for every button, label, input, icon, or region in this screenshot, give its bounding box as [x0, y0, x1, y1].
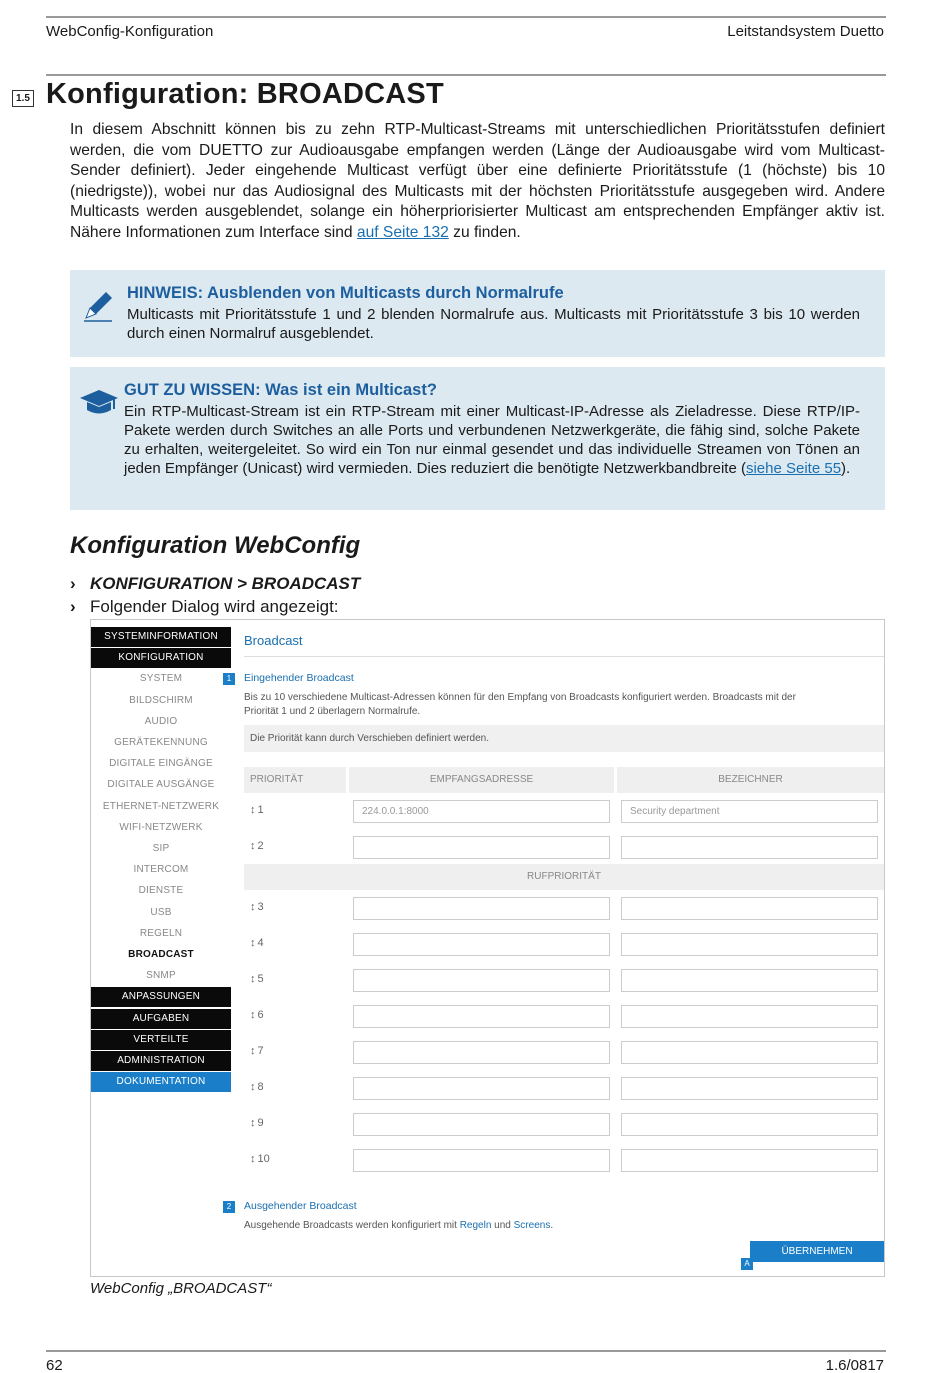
- apply-button[interactable]: ÜBERNEHMEN: [750, 1241, 884, 1262]
- sidebar-item[interactable]: SNMP: [91, 966, 231, 986]
- name-input[interactable]: [621, 1113, 878, 1136]
- sidebar-item[interactable]: WIFI-NETZWERK: [91, 818, 231, 838]
- figure-caption: WebConfig „BROADCAST“: [90, 1280, 272, 1297]
- col-name: BEZEICHNER: [617, 767, 884, 793]
- priority-value: 10: [257, 1153, 270, 1165]
- outgoing-desc-text: Ausgehende Broadcasts werden konfiguriert mit: [244, 1220, 460, 1231]
- priority-value: 9: [257, 1117, 264, 1129]
- sidebar-item[interactable]: INTERCOM: [91, 860, 231, 880]
- sidebar-item[interactable]: REGELN: [91, 924, 231, 944]
- good-to-know-title: GUT ZU WISSEN: Was ist ein Multicast?: [124, 381, 437, 399]
- outgoing-desc-mid: und: [491, 1220, 514, 1231]
- incoming-badge: 1: [223, 673, 235, 685]
- section-number: 1.5: [12, 90, 34, 107]
- name-input[interactable]: Security department: [621, 800, 878, 823]
- row-priority[interactable]: [250, 1045, 264, 1057]
- priority-note: Die Priorität kann durch Verschieben definiert werden.: [244, 725, 884, 752]
- address-input[interactable]: [353, 1113, 610, 1136]
- good-to-know-tail: ).: [841, 460, 851, 477]
- sidebar-item[interactable]: DIENSTE: [91, 881, 231, 901]
- incoming-title: Eingehender Broadcast: [244, 672, 354, 684]
- sidebar-item[interactable]: AUDIO: [91, 712, 231, 732]
- doc-version: 1.6/0817: [825, 1357, 884, 1373]
- subsection-title: Konfiguration WebConfig: [70, 532, 361, 559]
- drag-handle-icon[interactable]: ↕: [250, 1117, 256, 1129]
- webconfig-screenshot: [90, 619, 885, 1277]
- apply-badge: A: [741, 1258, 753, 1270]
- page-number: 62: [46, 1357, 63, 1373]
- priority-value: 6: [257, 1009, 264, 1021]
- address-input[interactable]: [353, 1077, 610, 1100]
- name-input[interactable]: [621, 969, 878, 992]
- footer-rule: [46, 1350, 886, 1352]
- drag-handle-icon[interactable]: ↕: [250, 973, 256, 985]
- drag-handle-icon[interactable]: ↕: [250, 1153, 256, 1165]
- intro-text: In diesem Abschnitt können bis zu zehn RTP-Multicast-Streams mit unterschiedlichen Prioritätsstufen definiert werden, die vom DUETTO zur Audioausgabe empfangen werden (Länge der Audioausgabe wird vom Multicast-Sender definiert). Jeder eingehende Multicast verfügt über eine definierte Prioritätsstufe (1 (höchste) bis 10 (niedrigste)), wobei nur das Audiosignal des Multicasts mit der höchsten Prioritätsstufe ausgegeben wird. Andere Multicasts werden ausgeblendet, solange ein höherpriorisierter Multicast am entsprechenden Empfänger aktiv ist. Nähere Informationen zum Interface sind: [70, 121, 885, 241]
- good-to-know-text: Ein RTP-Multicast-Stream ist ein RTP-Stream mit einer Multicast-IP-Adresse als Zieladresse. Diese RTP/IP-Pakete werden durch Switches an alle Ports und verbundenen Netzwerkgeräte, die fähig sind, solche Pakete zu erhalten, weitergeleitet. So wird ein Ton nur einmal gesendet und das individuelle Streamen von Tönen an jeden Empfänger (Unicast) wird vermieden. Dies reduziert die benötigte Netzwerkbandbreite (: [124, 403, 860, 477]
- incoming-desc-2: Priorität 1 und 2 überlagern Normalrufe.: [244, 706, 421, 717]
- sidebar-item[interactable]: KONFIGURATION: [91, 648, 231, 668]
- sidebar-item[interactable]: DIGITALE AUSGÄNGE: [91, 775, 231, 795]
- address-input[interactable]: 224.0.0.1:8000: [353, 800, 610, 823]
- name-input[interactable]: [621, 1149, 878, 1172]
- good-to-know-paragraph: [124, 402, 860, 478]
- sidebar-item[interactable]: ADMINISTRATION: [91, 1051, 231, 1071]
- drag-handle-icon[interactable]: ↕: [250, 901, 256, 913]
- row-priority[interactable]: [250, 804, 264, 816]
- hint-box: [70, 270, 885, 357]
- header-rule: [46, 74, 886, 76]
- drag-handle-icon[interactable]: ↕: [250, 937, 256, 949]
- sidebar-item[interactable]: VERTEILTE: [91, 1030, 231, 1050]
- step-menu-path: [70, 574, 360, 594]
- name-input[interactable]: [621, 836, 878, 859]
- sidebar-item[interactable]: BILDSCHIRM: [91, 691, 231, 711]
- sidebar-item[interactable]: SYSTEM: [91, 669, 231, 689]
- step-dialog-text: Folgender Dialog wird angezeigt:: [90, 597, 339, 616]
- intro-tail: zu finden.: [448, 223, 521, 241]
- screens-link[interactable]: Screens: [513, 1220, 551, 1231]
- address-input[interactable]: [353, 1041, 610, 1064]
- row-priority[interactable]: [250, 840, 264, 852]
- sidebar-item[interactable]: SYSTEMINFORMATION: [91, 627, 231, 647]
- outgoing-title: Ausgehender Broadcast: [244, 1200, 357, 1212]
- sidebar-item[interactable]: GERÄTEKENNUNG: [91, 733, 231, 753]
- outgoing-badge: 2: [223, 1201, 235, 1213]
- page-title: Konfiguration: BROADCAST: [46, 78, 444, 110]
- sidebar-item[interactable]: DIGITALE EINGÄNGE: [91, 754, 231, 774]
- name-input[interactable]: [621, 1041, 878, 1064]
- top-rule: [46, 16, 886, 18]
- priority-value: 8: [257, 1081, 264, 1093]
- address-input[interactable]: [353, 1005, 610, 1028]
- priority-value: 5: [257, 973, 264, 985]
- outgoing-desc-end: .: [550, 1220, 554, 1231]
- row-priority[interactable]: [250, 901, 264, 913]
- sidebar-item[interactable]: DOKUMENTATION: [91, 1072, 231, 1092]
- sidebar-item[interactable]: SIP: [91, 839, 231, 859]
- row-priority[interactable]: [250, 1009, 264, 1021]
- chevron-right-icon: ›: [70, 574, 76, 593]
- sidebar-item[interactable]: USB: [91, 903, 231, 923]
- sidebar-item[interactable]: AUFGABEN: [91, 1009, 231, 1029]
- pane-divider: [244, 656, 884, 657]
- address-input[interactable]: [353, 836, 610, 859]
- drag-handle-icon[interactable]: ↕: [250, 804, 256, 816]
- row-priority[interactable]: [250, 937, 264, 949]
- name-input[interactable]: [621, 897, 878, 920]
- address-input[interactable]: [353, 933, 610, 956]
- good-to-know-box: [70, 367, 885, 510]
- call-priority-divider: RUFPRIORITÄT: [244, 864, 884, 890]
- step-dialog: [70, 597, 339, 617]
- sidebar-item[interactable]: ETHERNET-NETZWERK: [91, 797, 231, 817]
- incoming-desc-1: Bis zu 10 verschiedene Multicast-Adressen können für den Empfang von Broadcasts konfiguriert werden. Broadcasts mit der: [244, 692, 796, 703]
- col-address: EMPFANGSADRESSE: [349, 767, 614, 793]
- priority-value: 1: [257, 804, 264, 816]
- hint-title: HINWEIS: Ausblenden von Multicasts durch Normalrufe: [127, 284, 564, 302]
- step-menu-path-text: KONFIGURATION > BROADCAST: [90, 574, 361, 593]
- intro-page-link[interactable]: auf Seite 132: [356, 223, 449, 241]
- header-right: Leitstandsystem Duetto: [727, 23, 884, 40]
- rules-link[interactable]: Regeln: [459, 1220, 492, 1231]
- name-input[interactable]: [621, 1005, 878, 1028]
- hint-text: Multicasts mit Prioritätsstufe 1 und 2 blenden Normalrufe aus. Multicasts mit Prioritätsstufe 3 bis 10 werden durch einen Normalruf ausgeblendet.: [127, 306, 860, 342]
- address-input[interactable]: [353, 1149, 610, 1172]
- graduation-cap-icon: [78, 387, 120, 419]
- good-to-know-page-link[interactable]: siehe Seite 55: [745, 460, 842, 477]
- row-priority[interactable]: [250, 973, 264, 985]
- row-priority[interactable]: [250, 1117, 264, 1129]
- address-input[interactable]: [353, 897, 610, 920]
- drag-handle-icon[interactable]: ↕: [250, 1081, 256, 1093]
- name-input[interactable]: [621, 1077, 878, 1100]
- address-input[interactable]: [353, 969, 610, 992]
- pane-title: Broadcast: [244, 633, 303, 648]
- drag-handle-icon[interactable]: ↕: [250, 1045, 256, 1057]
- sidebar-item[interactable]: ANPASSUNGEN: [91, 987, 231, 1007]
- row-priority[interactable]: [250, 1153, 270, 1165]
- name-input[interactable]: [621, 933, 878, 956]
- drag-handle-icon[interactable]: ↕: [250, 840, 256, 852]
- outgoing-desc: [244, 1219, 553, 1233]
- sidebar-item[interactable]: BROADCAST: [91, 945, 231, 965]
- chevron-right-icon: ›: [70, 597, 76, 616]
- priority-value: 4: [257, 937, 264, 949]
- priority-value: 7: [257, 1045, 264, 1057]
- priority-value: 2: [257, 840, 264, 852]
- priority-value: 3: [257, 901, 264, 913]
- drag-handle-icon[interactable]: ↕: [250, 1009, 256, 1021]
- header-left: WebConfig-Konfiguration: [46, 23, 214, 40]
- row-priority[interactable]: [250, 1081, 264, 1093]
- col-priority: PRIORITÄT: [244, 767, 346, 793]
- intro-paragraph: [70, 120, 885, 243]
- pencil-icon: [82, 290, 116, 324]
